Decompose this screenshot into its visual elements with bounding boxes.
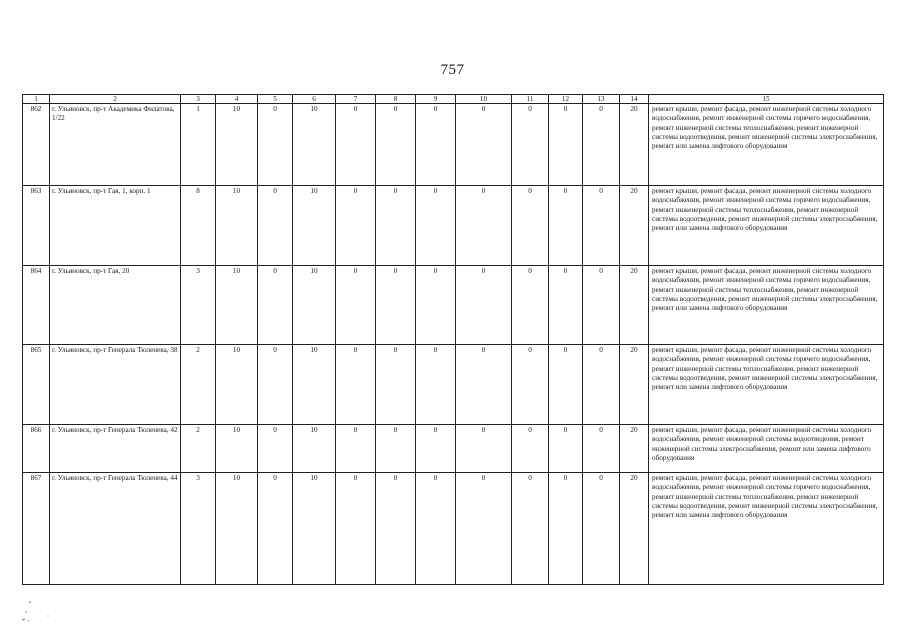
- value-cell: 2: [181, 425, 216, 473]
- value-cell: 0: [456, 473, 512, 585]
- value-cell: 0: [549, 425, 583, 473]
- row-number: 864: [23, 266, 50, 345]
- works-cell: ремонт крыши, ремонт фасада, ремонт инженерной системы холодного водоснабжения, ремонт инженерной системы горячего водоснабжения, ремонт инженерной системы теплоснабжения, ремонт инженерной системы водоотведения, ремонт инженерной системы электроснабжения, ремонт или замена лифтового оборудования: [649, 266, 884, 345]
- value-cell: 0: [336, 425, 376, 473]
- column-number-row: [23, 95, 884, 104]
- address-cell: г. Ульяновск, пр-т Гая, 1, корп. 1: [50, 186, 181, 266]
- column-number: 2: [50, 95, 181, 104]
- value-cell: 0: [512, 104, 549, 186]
- column-number: 1: [23, 95, 50, 104]
- column-number: 13: [583, 95, 620, 104]
- value-cell: 0: [549, 345, 583, 425]
- value-cell: 0: [376, 473, 416, 585]
- works-cell: ремонт крыши, ремонт фасада, ремонт инженерной системы холодного водоснабжения, ремонт инженерной системы горячего водоснабжения, ремонт инженерной системы теплоснабжения, ремонт инженерной системы водоотведения, ремонт инженерной системы электроснабжения, ремонт или замена лифтового оборудования: [649, 104, 884, 186]
- value-cell: 0: [336, 186, 376, 266]
- column-number: 3: [181, 95, 216, 104]
- column-number: 14: [620, 95, 649, 104]
- column-number: 15: [649, 95, 884, 104]
- value-cell: 10: [216, 473, 258, 585]
- works-cell: ремонт крыши, ремонт фасада, ремонт инженерной системы холодного водоснабжения, ремонт инженерной системы водоотведения, ремонт инженерной системы электроснабжения, ремонт или замена лифтового оборудования: [649, 425, 884, 473]
- value-cell: 20: [620, 425, 649, 473]
- value-cell: 0: [416, 473, 456, 585]
- table-row: [23, 425, 884, 473]
- address-cell: г. Ульяновск, пр-т Генерала Тюленева, 42: [50, 425, 181, 473]
- column-number: 5: [258, 95, 293, 104]
- row-number: 866: [23, 425, 50, 473]
- value-cell: 10: [293, 104, 336, 186]
- value-cell: 0: [336, 345, 376, 425]
- value-cell: 0: [416, 345, 456, 425]
- column-number: 6: [293, 95, 336, 104]
- address-cell: г. Ульяновск, пр-т Академика Филатова, 1/22: [50, 104, 181, 186]
- address-cell: г. Ульяновск, пр-т Гая, 20: [50, 266, 181, 345]
- value-cell: 10: [216, 104, 258, 186]
- value-cell: 20: [620, 473, 649, 585]
- column-number: 10: [456, 95, 512, 104]
- value-cell: 0: [456, 425, 512, 473]
- value-cell: 8: [181, 186, 216, 266]
- table-row: [23, 345, 884, 425]
- value-cell: 0: [512, 345, 549, 425]
- value-cell: 0: [376, 266, 416, 345]
- value-cell: 20: [620, 266, 649, 345]
- column-number: 12: [549, 95, 583, 104]
- address-cell: г. Ульяновск, пр-т Генерала Тюленева, 44: [50, 473, 181, 585]
- value-cell: 0: [583, 266, 620, 345]
- value-cell: 10: [216, 425, 258, 473]
- value-cell: 2: [181, 345, 216, 425]
- value-cell: 10: [293, 473, 336, 585]
- value-cell: 0: [549, 104, 583, 186]
- value-cell: 10: [216, 266, 258, 345]
- value-cell: 0: [376, 425, 416, 473]
- value-cell: 3: [181, 473, 216, 585]
- value-cell: 0: [583, 186, 620, 266]
- value-cell: 0: [549, 266, 583, 345]
- column-number: 7: [336, 95, 376, 104]
- value-cell: 10: [293, 345, 336, 425]
- table-row: [23, 186, 884, 266]
- repair-program-table: [22, 94, 884, 585]
- table-row: [23, 473, 884, 585]
- value-cell: 0: [258, 473, 293, 585]
- value-cell: 0: [416, 266, 456, 345]
- value-cell: 10: [216, 186, 258, 266]
- works-cell: ремонт крыши, ремонт фасада, ремонт инженерной системы холодного водоснабжения, ремонт инженерной системы горячего водоснабжения, ремонт инженерной системы теплоснабжения, ремонт инженерной системы водоотведения, ремонт инженерной системы электроснабжения, ремонт или замена лифтового оборудования: [649, 186, 884, 266]
- value-cell: 0: [456, 186, 512, 266]
- value-cell: 0: [258, 425, 293, 473]
- value-cell: 0: [512, 473, 549, 585]
- value-cell: 0: [336, 104, 376, 186]
- value-cell: 0: [336, 473, 376, 585]
- value-cell: 0: [416, 104, 456, 186]
- value-cell: 0: [456, 104, 512, 186]
- value-cell: 0: [376, 104, 416, 186]
- works-cell: ремонт крыши, ремонт фасада, ремонт инженерной системы холодного водоснабжения, ремонт инженерной системы горячего водоснабжения, ремонт инженерной системы теплоснабжения, ремонт инженерной системы водоотведения, ремонт инженерной системы электроснабжения, ремонт или замена лифтового оборудования: [649, 473, 884, 585]
- row-number: 867: [23, 473, 50, 585]
- value-cell: 0: [512, 425, 549, 473]
- value-cell: 0: [258, 345, 293, 425]
- column-number: 9: [416, 95, 456, 104]
- row-number: 863: [23, 186, 50, 266]
- value-cell: 0: [512, 266, 549, 345]
- address-cell: г. Ульяновск, пр-т Генерала Тюленева, 38: [50, 345, 181, 425]
- value-cell: 10: [293, 266, 336, 345]
- value-cell: 0: [456, 345, 512, 425]
- column-number: 4: [216, 95, 258, 104]
- works-cell: ремонт крыши, ремонт фасада, ремонт инженерной системы холодного водоснабжения, ремонт инженерной системы горячего водоснабжения, ремонт инженерной системы теплоснабжения, ремонт инженерной системы водоотведения, ремонт инженерной системы электроснабжения, ремонт или замена лифтового оборудования: [649, 345, 884, 425]
- value-cell: 0: [583, 104, 620, 186]
- value-cell: 0: [258, 266, 293, 345]
- value-cell: 20: [620, 186, 649, 266]
- row-number: 865: [23, 345, 50, 425]
- value-cell: 20: [620, 104, 649, 186]
- value-cell: 0: [416, 425, 456, 473]
- value-cell: 0: [416, 186, 456, 266]
- scan-specks: [18, 598, 78, 632]
- row-number: 862: [23, 104, 50, 186]
- column-number: 11: [512, 95, 549, 104]
- value-cell: 0: [376, 345, 416, 425]
- value-cell: 0: [258, 186, 293, 266]
- value-cell: 0: [549, 186, 583, 266]
- value-cell: 0: [456, 266, 512, 345]
- value-cell: 0: [583, 473, 620, 585]
- value-cell: 0: [583, 345, 620, 425]
- table-row: [23, 104, 884, 186]
- value-cell: 0: [512, 186, 549, 266]
- value-cell: 0: [549, 473, 583, 585]
- value-cell: 20: [620, 345, 649, 425]
- value-cell: 10: [216, 345, 258, 425]
- value-cell: 0: [376, 186, 416, 266]
- value-cell: 10: [293, 425, 336, 473]
- value-cell: 0: [258, 104, 293, 186]
- value-cell: 0: [336, 266, 376, 345]
- value-cell: 10: [293, 186, 336, 266]
- page-number: 757: [440, 62, 465, 78]
- value-cell: 0: [583, 425, 620, 473]
- value-cell: 3: [181, 266, 216, 345]
- column-number: 8: [376, 95, 416, 104]
- value-cell: 1: [181, 104, 216, 186]
- table-row: [23, 266, 884, 345]
